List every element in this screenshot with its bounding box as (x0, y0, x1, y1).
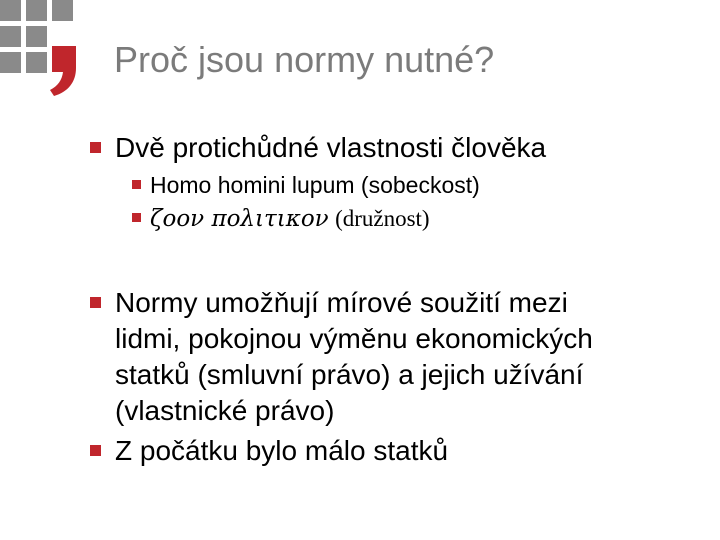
bullet-line: (vlastnické právo) (115, 395, 335, 426)
logo-square (0, 0, 21, 21)
sub-bullet-line (150, 204, 430, 233)
greek-phrase: ζοον πολιτικον (150, 206, 329, 232)
sub-bullet-text: (družnost) (335, 206, 430, 231)
bullet-line: lidmi, pokojnou výměnu ekonomických (115, 323, 593, 354)
comma-logo-icon (44, 46, 84, 96)
logo-square (0, 52, 21, 73)
square-bullet-icon (90, 445, 101, 456)
logo-square (26, 0, 47, 21)
logo-square (52, 0, 73, 21)
square-bullet-icon (132, 180, 141, 189)
sub-bullet-text: Homo homini lupum (sobeckost) (150, 172, 480, 198)
logo-square (0, 26, 21, 47)
logo-square (26, 26, 47, 47)
bullet-line: Normy umožňují mírové soužití mezi (115, 287, 568, 318)
bullet-text: Dvě protichůdné vlastnosti člověka (115, 132, 547, 163)
square-bullet-icon (90, 142, 101, 153)
brand-logo (0, 0, 90, 100)
bullet-line: statků (smluvní právo) a jejich užívání (115, 359, 584, 390)
square-bullet-icon (132, 213, 141, 222)
square-bullet-icon (90, 297, 101, 308)
slide-title: Proč jsou normy nutné? (114, 39, 495, 80)
bullet-text: Z počátku bylo málo statků (115, 435, 449, 466)
